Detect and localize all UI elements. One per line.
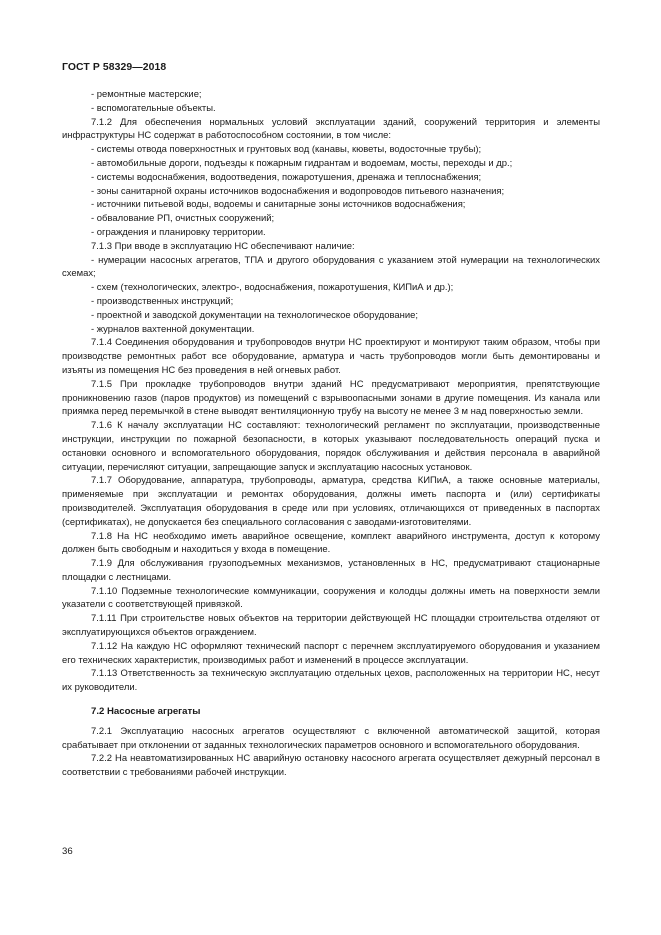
list-item: - схем (технологических, электро-, водоснабжения, пожаротушения, КИПиА и др.); [91,282,454,294]
paragraph: 7.1.11 При строительстве новых объектов на территории действующей НС площадки строительства отделяют от эксплуатирующихся объектов ограждением. [62,613,600,639]
section-heading: 7.2 Насосные агрегаты [91,706,201,718]
paragraph: 7.1.12 На каждую НС оформляют технический паспорт с перечнем эксплуатируемого оборудования и указанием его технических характеристик, производимых работ и изменений в процессе эксплуатации. [62,640,600,666]
list-item: - обвалование РП, очистных сооружений; [91,213,275,225]
paragraph: 7.1.5 При прокладке трубопроводов внутри зданий НС предусматривают мероприятия, препятствующие проникновению газов (паров продуктов) из помещений с взрывоопасными зонами в другие помещения. Из канала или приямка перед перемычкой в стене выводят вентиляционную трубу на высоту не менее 3 м над поверхностью земли. [62,378,600,418]
list-item: - нумерации насосных агрегатов, ТПА и другого оборудования с указанием этой нумерации на технологических схемах; [62,254,600,280]
paragraph: 7.1.6 К началу эксплуатации НС составляют: технологический регламент по эксплуатации, производственные инструкции, инструкции по пожарной безопасности, в которых указывают последовательность операций пуска и остановки основного и вспомогательного оборудования, порядок обслуживания и действия персонала в аварийной ситуации, перечисляют ситуации, запрещающие запуск и эксплуатацию насосных установок. [62,420,600,473]
paragraph: 7.2.2 На неавтоматизированных НС аварийную остановку насосного агрегата осуществляет дежурный персонал в соответствии с требованиями рабочей инструкции. [62,753,600,779]
paragraph: 7.1.2 Для обеспечения нормальных условий эксплуатации зданий, сооружений территория и элементы инфраструктуры НС содержат в работоспособном состоянии, в том числе: [62,116,600,142]
list-item: - автомобильные дороги, подъезды к пожарным гидрантам и водоемам, мосты, переходы и др.; [91,157,513,169]
page-number: 36 [62,846,73,857]
paragraph: 7.1.9 Для обслуживания грузоподъемных механизмов, установленных в НС, предусматривают стационарные площадки с лестницами. [62,558,600,583]
paragraph: 7.2.1 Эксплуатацию насосных агрегатов осуществляют с включенной автоматической защитой, которая срабатывает при отклонении от заданных технологических параметров основного и вспомогательного оборудования. [62,725,600,751]
list-item: - журналов вахтенной документации. [91,323,255,335]
list-item: - зоны санитарной охраны источников водоснабжения и водопроводов питьевого назначения; [91,185,505,197]
paragraph: 7.1.13 Ответственность за техническую эксплуатацию отдельных цехов, расположенных на территории НС, несут их руководители. [62,668,600,694]
list-item: - системы водоснабжения, водоотведения, пожаротушения, дренажа и теплоснабжения; [91,171,482,183]
section-7-2-paragraphs [62,725,600,780]
section-7-1-paragraphs [62,88,600,695]
paragraph: 7.1.10 Подземные технологические коммуникации, сооружения и колодцы должны иметь на поверхности земли указатели с соответствующей привязкой. [62,585,600,611]
list-item: - ремонтные мастерские; [91,89,202,100]
paragraph: 7.1.7 Оборудование, аппаратура, трубопроводы, арматура, средства КИПиА, а также основные материалы, применяемые при эксплуатации и ремонтах оборудования, должны иметь паспорта и (или) сертификаты производителей. Эксплуатация оборудования в среде или при условиях, отличающихся от приведенных в паспортах (сертификатах), не допускается без специального согласования с заводами-изготовителями. [62,475,600,528]
list-item: - проектной и заводской документации на технологическое оборудование; [91,309,418,321]
list-item: - ограждения и планировку территории. [91,226,266,238]
list-item: - производственных инструкций; [91,295,234,307]
document-body [62,88,600,780]
paragraph: 7.1.4 Соединения оборудования и трубопроводов внутри НС проектируют и монтируют таким образом, чтобы при производстве ремонтных работ все оборудование, арматура и часть трубопроводов могли быть демонтированы и изъяты из помещения НС без проведения в ней огневых работ. [62,337,600,376]
list-item: - вспомогательные объекты. [91,102,216,114]
list-item: - системы отвода поверхностных и грунтовых вод (канавы, кюветы, водосточные трубы); [91,144,482,156]
list-item: - источники питьевой воды, водоемы и санитарные зоны источников водоснабжения; [91,199,466,211]
document-code: ГОСТ Р 58329—2018 [62,62,167,73]
paragraph: 7.1.3 При вводе в эксплуатацию НС обеспечивают наличие: [91,240,355,252]
paragraph: 7.1.8 На НС необходимо иметь аварийное освещение, комплект аварийного инструмента, доступ к которому должен быть свободным и находиться у входа в помещение. [62,530,600,556]
